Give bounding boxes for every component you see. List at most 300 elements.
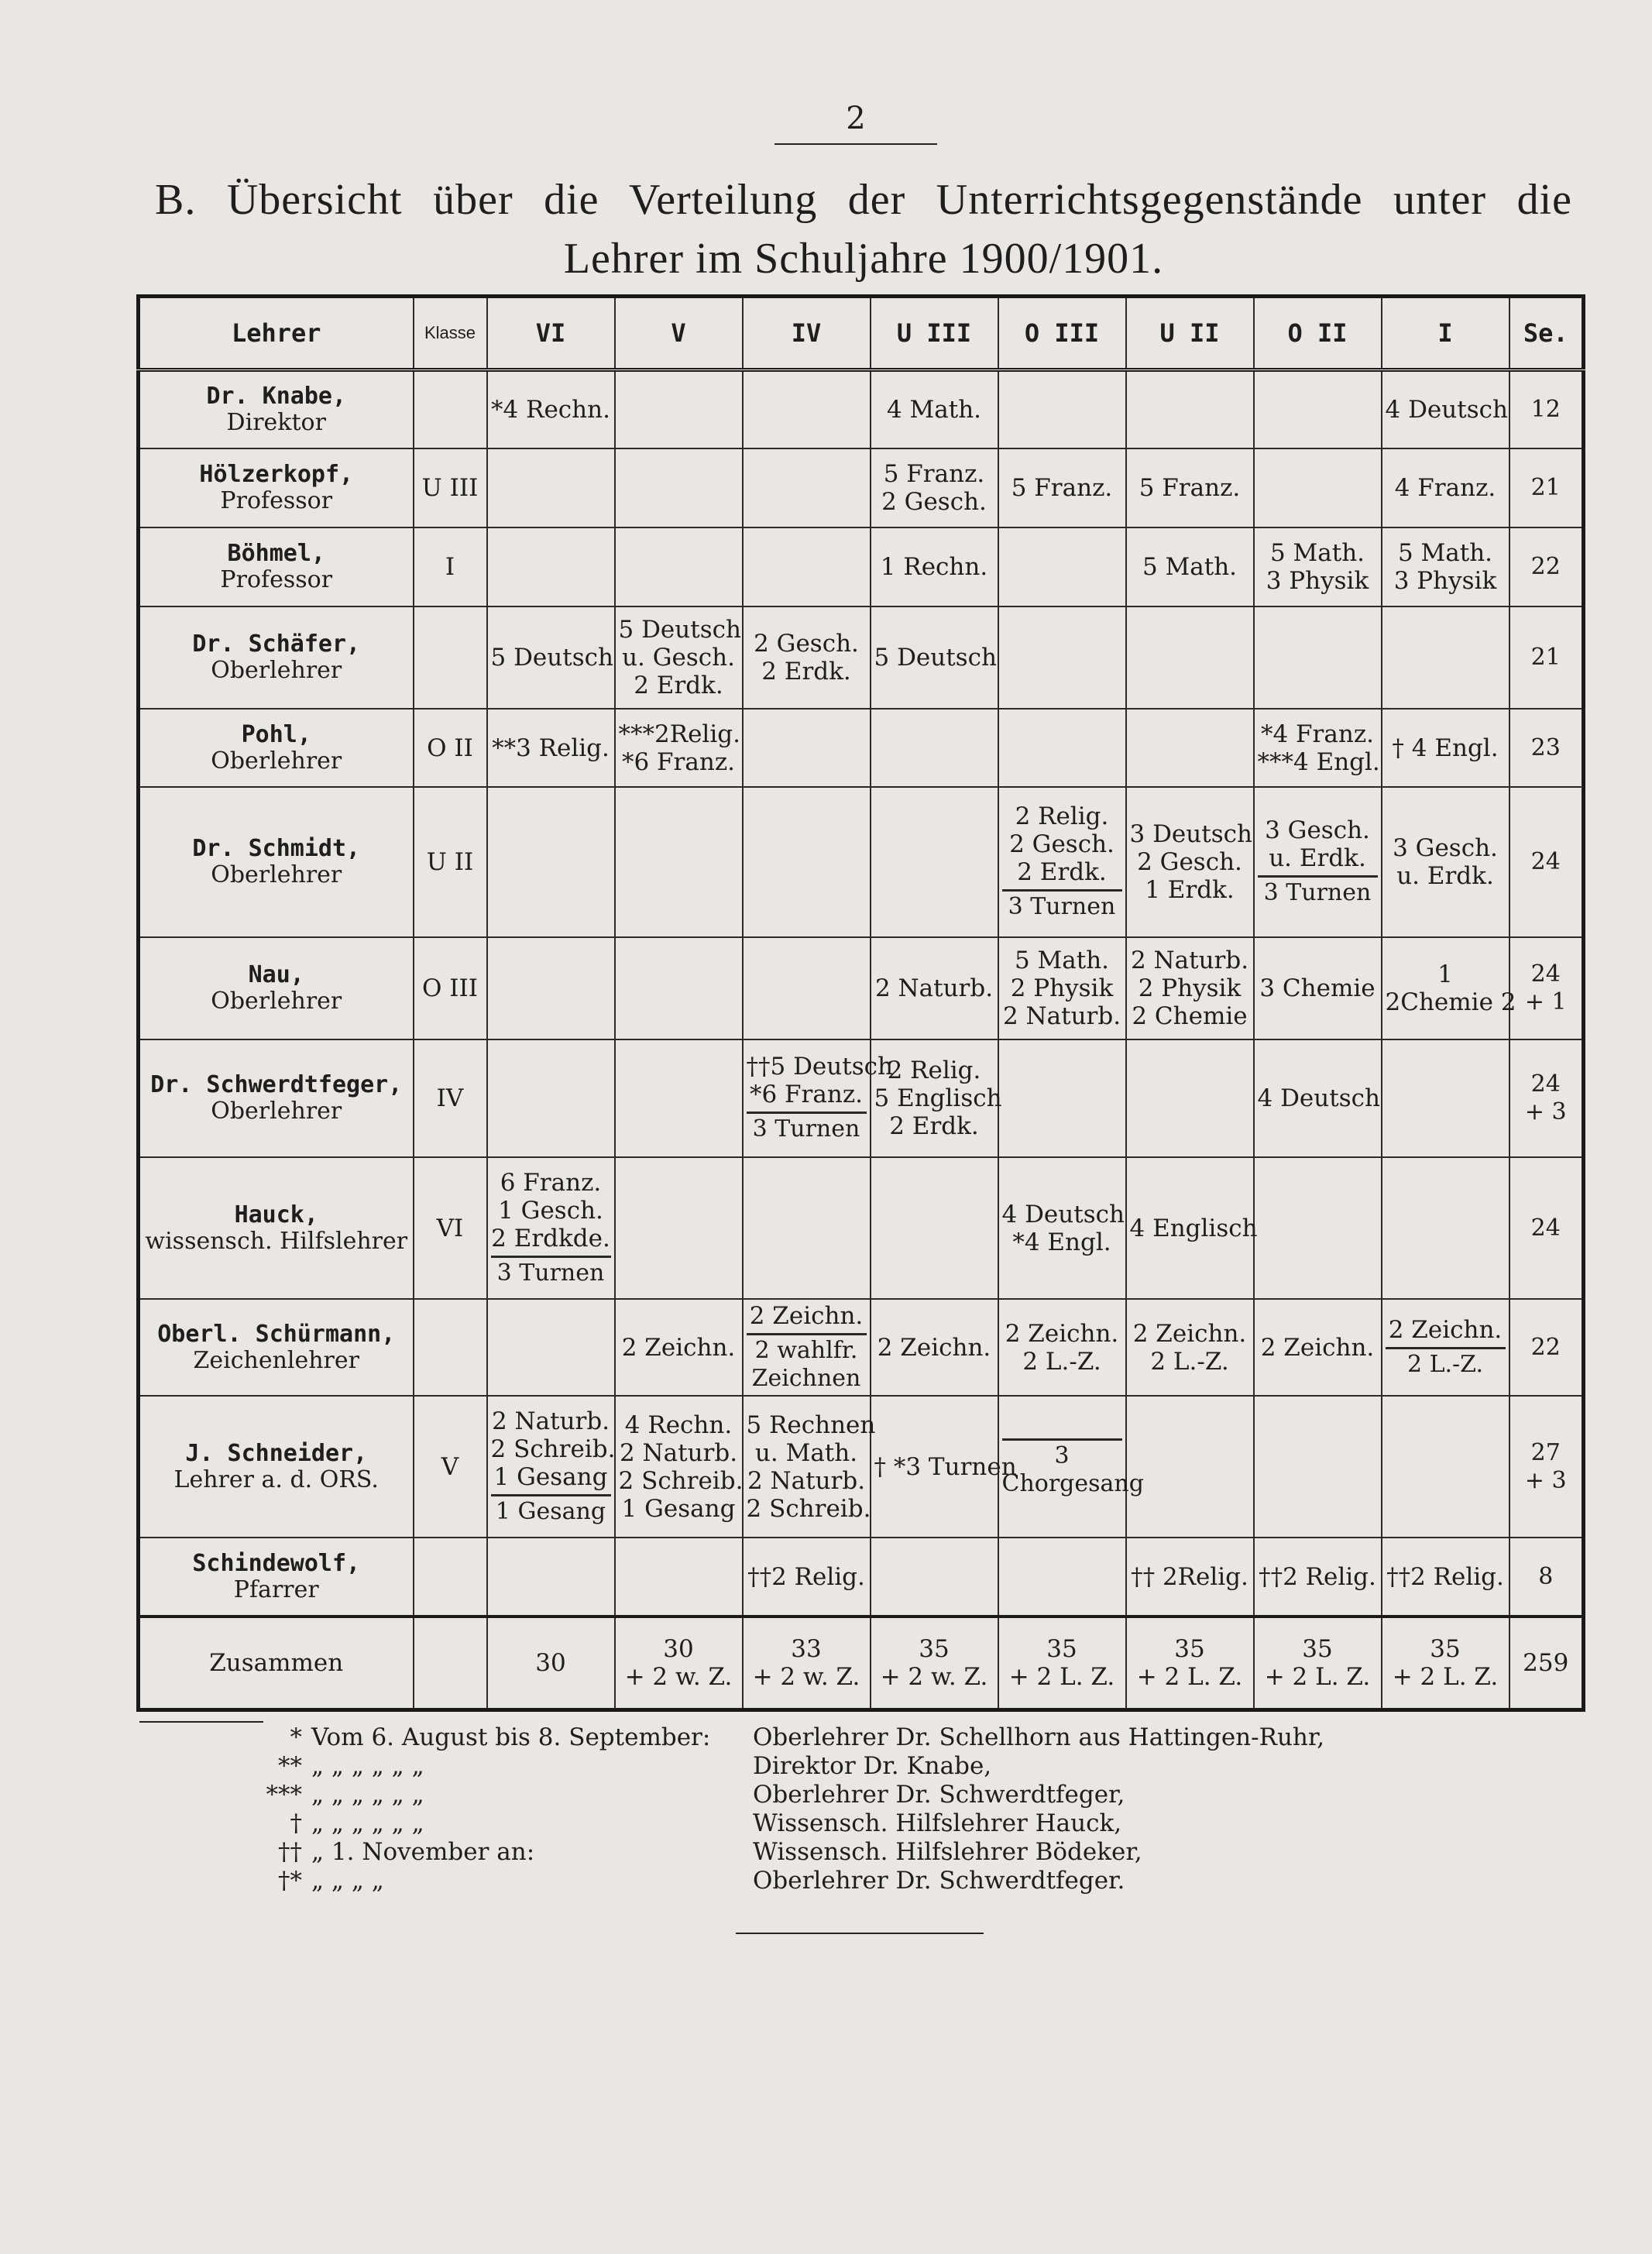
total-line: 35 [1302, 1634, 1333, 1663]
teacher-cell [139, 448, 414, 527]
subject-cell-i [1382, 787, 1509, 936]
subject-cell-uiii [871, 1157, 998, 1299]
subject-cell-v [615, 1396, 743, 1538]
subject-cell-oiii [998, 1157, 1126, 1299]
subject-line: 1 [1437, 960, 1453, 988]
totals-row [139, 1617, 1584, 1710]
subject-line: 2 Zeichn. [877, 1333, 991, 1362]
teacher-cell [139, 1039, 414, 1158]
class-teacher-cell [414, 606, 487, 709]
teacher-name: Dr. Schmidt, [192, 834, 361, 862]
hours-sum-line: + 3 [1524, 1466, 1567, 1494]
subject-cell-vi [487, 448, 615, 527]
subject-cell-oii [1254, 1157, 1382, 1299]
subject-line: **3 Relig. [492, 734, 610, 762]
grouped-lesson-label: 3 Chorgesang [1002, 1438, 1122, 1498]
subject-cell-v [615, 606, 743, 709]
subject-cell-iv [743, 937, 871, 1039]
table-row [139, 1039, 1584, 1158]
subject-cell-v [615, 1299, 743, 1396]
subject-cell-i [1382, 709, 1509, 788]
footnote-period: „ „ „ „ „ „ [311, 1781, 424, 1809]
subject-cell-oiii [998, 1299, 1126, 1396]
total-line: + 2 L. Z. [1264, 1662, 1371, 1691]
subject-line: 4 Franz. [1394, 474, 1496, 502]
subject-cell-v [615, 937, 743, 1039]
hours-sum-cell [1509, 1157, 1584, 1299]
distribution-table [136, 294, 1585, 1712]
subject-cell-uii [1126, 1538, 1254, 1617]
subject-cell-oiii [998, 1396, 1144, 1538]
header-iv: IV [743, 297, 871, 370]
header-uiii: U III [871, 297, 998, 370]
subject-line: 3 Physik [1266, 566, 1369, 595]
subject-line: 5 Deutsch [490, 643, 613, 672]
subject-cell-i [1382, 1299, 1509, 1396]
teacher-cell [139, 606, 414, 709]
header-sum: Se. [1509, 297, 1584, 370]
total-line: + 2 L. Z. [1008, 1662, 1115, 1691]
subject-line: 5 Rechnen [746, 1410, 876, 1439]
subject-line: 2 L.-Z. [1022, 1347, 1101, 1376]
teacher-rank: Oberlehrer [211, 861, 342, 888]
subject-line: 2 Zeichn. [749, 1302, 864, 1331]
teacher-name: Oberl. Schürmann, [157, 1320, 396, 1348]
hours-sum-line: 27 [1530, 1438, 1561, 1466]
subject-line: 5 Deutsch [618, 615, 741, 644]
subject-cell-oii [1254, 1538, 1382, 1617]
class-teacher-cell: U III [414, 448, 487, 527]
subject-line: 5 Deutsch [874, 643, 997, 672]
subject-cell-i [1382, 527, 1509, 606]
hours-sum-line: 24 [1530, 1214, 1561, 1242]
subject-line: 5 Math. [1269, 538, 1365, 567]
class-teacher-cell [414, 1299, 487, 1396]
subject-cell-i [1382, 606, 1509, 709]
subject-line: 2 Erdk. [1017, 858, 1107, 887]
subject-line: ††2 Relig. [1386, 1562, 1504, 1591]
grouped-lesson-label: 2 L.-Z. [1386, 1347, 1506, 1379]
subject-cell-v [615, 1039, 743, 1158]
subject-line: *6 Franz. [749, 1081, 864, 1109]
distribution-table-container [136, 294, 1582, 1712]
subject-line: 2Chemie 2 [1385, 988, 1516, 1016]
subject-cell-v [615, 1157, 743, 1299]
footnote-row [139, 1867, 1580, 1895]
hours-sum-line: 23 [1530, 734, 1561, 761]
table-body [139, 370, 1584, 1710]
subject-line: 2 Zeichn. [1005, 1319, 1119, 1348]
subject-line: 4 Englisch [1129, 1214, 1258, 1242]
total-line: 35 [919, 1634, 950, 1663]
subject-cell-oiii [998, 709, 1126, 788]
teacher-cell [139, 937, 414, 1039]
subject-line: 2 Physik [1010, 974, 1114, 1002]
subject-cell-uii [1126, 1299, 1254, 1396]
subject-line: 2 Erdk. [889, 1112, 979, 1140]
teacher-name: Böhmel, [227, 539, 325, 567]
subject-cell-oiii [998, 937, 1126, 1039]
total-line: 33 [791, 1634, 822, 1663]
footnote-rule [139, 1721, 263, 1723]
footnotes [139, 1723, 1580, 1895]
totals-label: Zusammen [139, 1617, 414, 1710]
class-teacher-cell: I [414, 527, 487, 606]
subject-line: 5 Franz. [1139, 474, 1241, 502]
teacher-cell [139, 1157, 414, 1299]
subject-cell-vi [487, 1157, 615, 1299]
hours-sum-cell [1509, 937, 1584, 1039]
subject-cell-uii [1126, 1157, 1258, 1299]
teacher-rank: Oberlehrer [211, 1097, 342, 1125]
subject-line: *4 Franz. [1260, 720, 1375, 748]
header-oii: O II [1254, 297, 1382, 370]
subject-cell-i [1382, 448, 1509, 527]
subject-line: 2 Gesch. [754, 629, 859, 658]
subject-cell-oii [1254, 527, 1382, 606]
subject-line: *4 Rechn. [491, 396, 610, 424]
table-row [139, 937, 1584, 1039]
total-line: + 2 L. Z. [1392, 1662, 1499, 1691]
subject-cell-iv [743, 1396, 876, 1538]
subject-cell-oiii [998, 370, 1126, 449]
subject-line: 2 Physik [1138, 974, 1242, 1002]
class-teacher-cell [414, 1538, 487, 1617]
subject-line: † *3 Turnen [874, 1452, 1017, 1481]
footnote-mark: * [290, 1723, 302, 1751]
footnote-mark: ** [278, 1752, 302, 1780]
subject-line: 4 Math. [886, 396, 982, 424]
footnote-substitute: Wissensch. Hilfslehrer Bödeker, [753, 1838, 1142, 1866]
hours-sum-line: 24 [1530, 847, 1561, 875]
class-teacher-cell: O II [414, 709, 487, 788]
subject-line: 5 Englisch [874, 1084, 1002, 1112]
subject-line: 3 Gesch. [1393, 833, 1498, 862]
total-line: + 2 L. Z. [1136, 1662, 1243, 1691]
teacher-cell [139, 1299, 414, 1396]
header-oiii: O III [998, 297, 1126, 370]
subject-cell-vi [487, 787, 615, 936]
subject-line: 2 Erdkde. [491, 1225, 610, 1253]
subject-line: *4 Engl. [1012, 1228, 1111, 1256]
total-line: 259 [1523, 1648, 1569, 1677]
subject-line: 2 Schreib. [746, 1494, 871, 1523]
total-line: + 2 w. Z. [752, 1662, 860, 1691]
hours-sum-cell [1509, 787, 1584, 936]
subject-line: 2 Erdk. [634, 671, 723, 699]
subject-line: 4 Deutsch [1001, 1200, 1125, 1228]
table-row [139, 1538, 1584, 1617]
grouped-lesson-label: 1 Gesang [491, 1494, 611, 1526]
subject-line: 2 Zeichn. [1260, 1333, 1375, 1362]
subject-line: 1 Rechn. [880, 552, 988, 581]
subject-line: 2 Gesch. [1137, 847, 1242, 876]
subject-line: 4 Deutsch [1385, 396, 1508, 424]
footnote-row [139, 1809, 1580, 1838]
subject-line: ***2Relig. [618, 720, 740, 748]
header-row [139, 297, 1584, 370]
subject-line: 2 Zeichn. [621, 1333, 736, 1362]
hours-sum-cell [1509, 448, 1584, 527]
teacher-cell [139, 527, 414, 606]
header-v: V [615, 297, 743, 370]
subject-cell-v [615, 527, 743, 606]
subject-cell-vi [487, 527, 615, 606]
footnote-substitute: Oberlehrer Dr. Schwerdtfeger. [753, 1867, 1125, 1895]
footnote-row [139, 1752, 1580, 1781]
subject-cell-uiii [871, 787, 998, 936]
title-line-2: Lehrer im Schuljahre 1900/1901. [563, 235, 1164, 283]
subject-cell-uiii [871, 370, 998, 449]
teacher-rank: wissensch. Hilfslehrer [145, 1227, 408, 1255]
subject-cell-vi [487, 1538, 615, 1617]
subject-line: 5 Franz. [1011, 474, 1113, 502]
teacher-rank: Pfarrer [233, 1575, 319, 1603]
table-row [139, 787, 1584, 936]
hours-sum-cell [1509, 1538, 1584, 1617]
totals-class-cell [414, 1617, 487, 1710]
hours-sum-cell [1509, 527, 1584, 606]
subject-cell-iv [743, 1039, 893, 1158]
header-vi: VI [487, 297, 615, 370]
total-cell-iv [743, 1617, 871, 1710]
teacher-name: Hauck, [234, 1201, 318, 1228]
header-uii: U II [1126, 297, 1254, 370]
footnote-substitute: Oberlehrer Dr. Schellhorn aus Hattingen-Ruhr, [753, 1723, 1325, 1751]
table-row [139, 448, 1584, 527]
teacher-name: Hölzerkopf, [199, 461, 354, 488]
grouped-lesson-label: 3 Turnen [1002, 889, 1122, 921]
subject-cell-oiii [998, 787, 1126, 936]
hours-sum-line: 12 [1530, 396, 1561, 424]
subject-cell-uii [1126, 1396, 1254, 1538]
subject-cell-uiii [871, 606, 998, 709]
subject-cell-oiii [998, 1039, 1126, 1158]
subject-cell-iv [743, 606, 871, 709]
subject-line: 2 Gesch. [1009, 830, 1114, 859]
teacher-cell [139, 370, 414, 449]
teacher-name: Dr. Schwerdtfeger, [150, 1070, 403, 1098]
subject-cell-uii [1126, 787, 1254, 936]
subject-cell-i [1382, 1039, 1509, 1158]
teacher-name: Pohl, [241, 720, 311, 748]
teacher-rank: Oberlehrer [211, 747, 342, 775]
subject-cell-uii [1126, 527, 1254, 606]
subject-cell-v [615, 709, 743, 788]
subject-line: 1 Gesang [621, 1494, 736, 1523]
subject-line: 2 Gesch. [881, 488, 987, 516]
footnote-period: „ „ „ „ „ „ [311, 1809, 424, 1837]
table-row [139, 1299, 1584, 1396]
total-line: 35 [1174, 1634, 1205, 1663]
teacher-rank: Oberlehrer [211, 656, 342, 684]
total-line: 30 [535, 1648, 566, 1677]
subject-cell-iv [743, 787, 871, 936]
teacher-rank: Professor [220, 565, 333, 593]
subject-line: u. Gesch. [622, 643, 735, 672]
footnote-period: „ „ „ „ „ „ [311, 1752, 424, 1780]
subject-cell-vi [487, 606, 615, 709]
subject-cell-v [615, 370, 743, 449]
teacher-name: Dr. Schäfer, [192, 630, 361, 658]
grouped-lesson-label: 2 wahlfr. Zeichnen [747, 1333, 867, 1393]
subject-line: 5 Math. [1142, 552, 1238, 581]
subject-line: ††2 Relig. [1259, 1562, 1376, 1591]
total-cell-vi [487, 1617, 615, 1710]
subject-cell-oiii [998, 527, 1126, 606]
footnote-row [139, 1838, 1580, 1867]
total-cell-sum [1509, 1617, 1584, 1710]
subject-cell-uii [1126, 1039, 1254, 1158]
subject-cell-uiii [871, 1299, 998, 1396]
hours-sum-line: 21 [1530, 643, 1561, 671]
subject-cell-oii [1254, 1396, 1382, 1538]
teacher-cell [139, 787, 414, 936]
subject-line: †† 2Relig. [1131, 1562, 1248, 1591]
subject-cell-oiii [998, 606, 1126, 709]
subject-cell-v [615, 787, 743, 936]
subject-cell-vi [487, 709, 615, 788]
subject-line: 5 Math. [1014, 946, 1110, 974]
class-teacher-cell: VI [414, 1157, 487, 1299]
subject-cell-iv [743, 448, 871, 527]
subject-cell-uiii [871, 448, 998, 527]
subject-cell-uii [1126, 937, 1254, 1039]
page-title [155, 170, 1572, 288]
subject-cell-i [1382, 1157, 1509, 1299]
subject-cell-iv [743, 1157, 871, 1299]
total-line: 30 [663, 1634, 694, 1663]
subject-cell-oii [1254, 1299, 1382, 1396]
hours-sum-line: 21 [1530, 474, 1561, 501]
subject-cell-vi [487, 1299, 615, 1396]
subject-cell-oii [1254, 709, 1382, 788]
subject-line: 1 Gesang [493, 1463, 608, 1492]
total-line: + 2 w. Z. [624, 1662, 733, 1691]
subject-cell-oii [1254, 787, 1382, 936]
class-teacher-cell [414, 370, 487, 449]
subject-cell-vi [487, 937, 615, 1039]
subject-cell-iv [743, 709, 871, 788]
teacher-name: Nau, [248, 960, 304, 988]
subject-line: 2 Naturb. [747, 1466, 866, 1495]
subject-cell-v [615, 1538, 743, 1617]
subject-cell-i [1382, 1396, 1509, 1538]
subject-line: ††2 Relig. [747, 1562, 865, 1591]
footnote-substitute: Oberlehrer Dr. Schwerdtfeger, [753, 1781, 1125, 1809]
end-rule [736, 1933, 984, 1934]
subject-line: 2 Schreib. [618, 1466, 744, 1495]
footnote-row [139, 1723, 1580, 1752]
total-line: 35 [1046, 1634, 1077, 1663]
subject-line: u. Erdk. [1396, 861, 1494, 890]
subject-line: 3 Gesch. [1265, 816, 1370, 845]
subject-cell-i [1382, 370, 1509, 449]
grouped-lesson-label: 3 Turnen [1258, 875, 1378, 907]
hours-sum-line: 24 [1530, 1070, 1561, 1098]
subject-cell-vi [487, 1039, 615, 1158]
hours-sum-cell [1509, 1396, 1584, 1538]
subject-cell-uiii [871, 937, 998, 1039]
subject-cell-vi [487, 1396, 615, 1538]
teacher-cell [139, 1396, 414, 1538]
hours-sum-cell [1509, 1039, 1584, 1158]
subject-line: 3 Deutsch [1129, 819, 1252, 848]
total-cell-oiii [998, 1617, 1126, 1710]
page-number: 2 [846, 101, 866, 136]
footnote-mark: †* [278, 1867, 302, 1895]
subject-line: 2 Zeichn. [1388, 1316, 1503, 1345]
class-teacher-cell: U II [414, 787, 487, 936]
subject-cell-v [615, 448, 743, 527]
subject-line: 2 Erdk. [761, 657, 851, 685]
subject-cell-oii [1254, 448, 1382, 527]
total-cell-v [615, 1617, 743, 1710]
footnote-period: „ „ „ „ [311, 1867, 384, 1895]
subject-line: 2 Relig. [1015, 802, 1109, 831]
hours-sum-line: + 3 [1524, 1098, 1567, 1125]
subject-line: 2 Naturb. [874, 974, 994, 1002]
footnote-substitute: Direktor Dr. Knabe, [753, 1752, 992, 1780]
table-row [139, 1157, 1584, 1299]
subject-cell-oii [1254, 606, 1382, 709]
teacher-rank: Professor [220, 487, 333, 514]
title-line-1: B. Übersicht über die Verteilung der Unterrichtsgegenstände unter die [155, 176, 1572, 224]
total-cell-uii [1126, 1617, 1254, 1710]
subject-cell-uiii [871, 527, 998, 606]
subject-line: u. Math. [754, 1438, 858, 1467]
table-row [139, 606, 1584, 709]
teacher-rank: Zeichenlehrer [193, 1346, 359, 1374]
class-teacher-cell: O III [414, 937, 487, 1039]
total-line: + 2 w. Z. [880, 1662, 988, 1691]
subject-line: *6 Franz. [621, 747, 736, 776]
subject-line: 2 Zeichn. [1132, 1319, 1247, 1348]
teacher-rank: Oberlehrer [211, 987, 342, 1015]
table-row [139, 370, 1584, 449]
subject-line: ***4 Engl. [1257, 747, 1380, 776]
subject-line: 1 Erdk. [1145, 875, 1235, 904]
page-number-rule [774, 143, 937, 145]
subject-cell-uii [1126, 448, 1254, 527]
hours-sum-cell [1509, 370, 1584, 449]
subject-line: † 4 Engl. [1392, 734, 1499, 762]
teacher-cell [139, 1538, 414, 1617]
subject-cell-i [1382, 937, 1516, 1039]
class-teacher-cell: IV [414, 1039, 487, 1158]
hours-sum-line: 22 [1530, 1333, 1561, 1361]
footnote-mark: † [290, 1809, 302, 1837]
hours-sum-line: + 1 [1524, 988, 1567, 1015]
total-cell-oii [1254, 1617, 1382, 1710]
subject-line: 4 Rechn. [624, 1410, 733, 1439]
teacher-rank: Direktor [226, 409, 326, 437]
subject-line: 2 Naturb. [491, 1407, 610, 1436]
footnote-period: „ 1. November an: [311, 1838, 535, 1866]
total-line: 35 [1430, 1634, 1461, 1663]
teacher-rank: Lehrer a. d. ORS. [173, 1465, 379, 1493]
subject-cell-uiii [871, 1396, 1017, 1538]
subject-line: 1 Gesch. [498, 1197, 603, 1225]
subject-line: 2 Naturb. [1002, 1002, 1121, 1030]
total-cell-i [1382, 1617, 1509, 1710]
subject-line: 4 Deutsch [1257, 1084, 1380, 1112]
subject-line: 2 Naturb. [1130, 946, 1249, 974]
footnote-period: Vom 6. August bis 8. September: [311, 1723, 711, 1751]
teacher-cell [139, 709, 414, 788]
subject-line: 2 Naturb. [619, 1438, 738, 1467]
table-row [139, 527, 1584, 606]
